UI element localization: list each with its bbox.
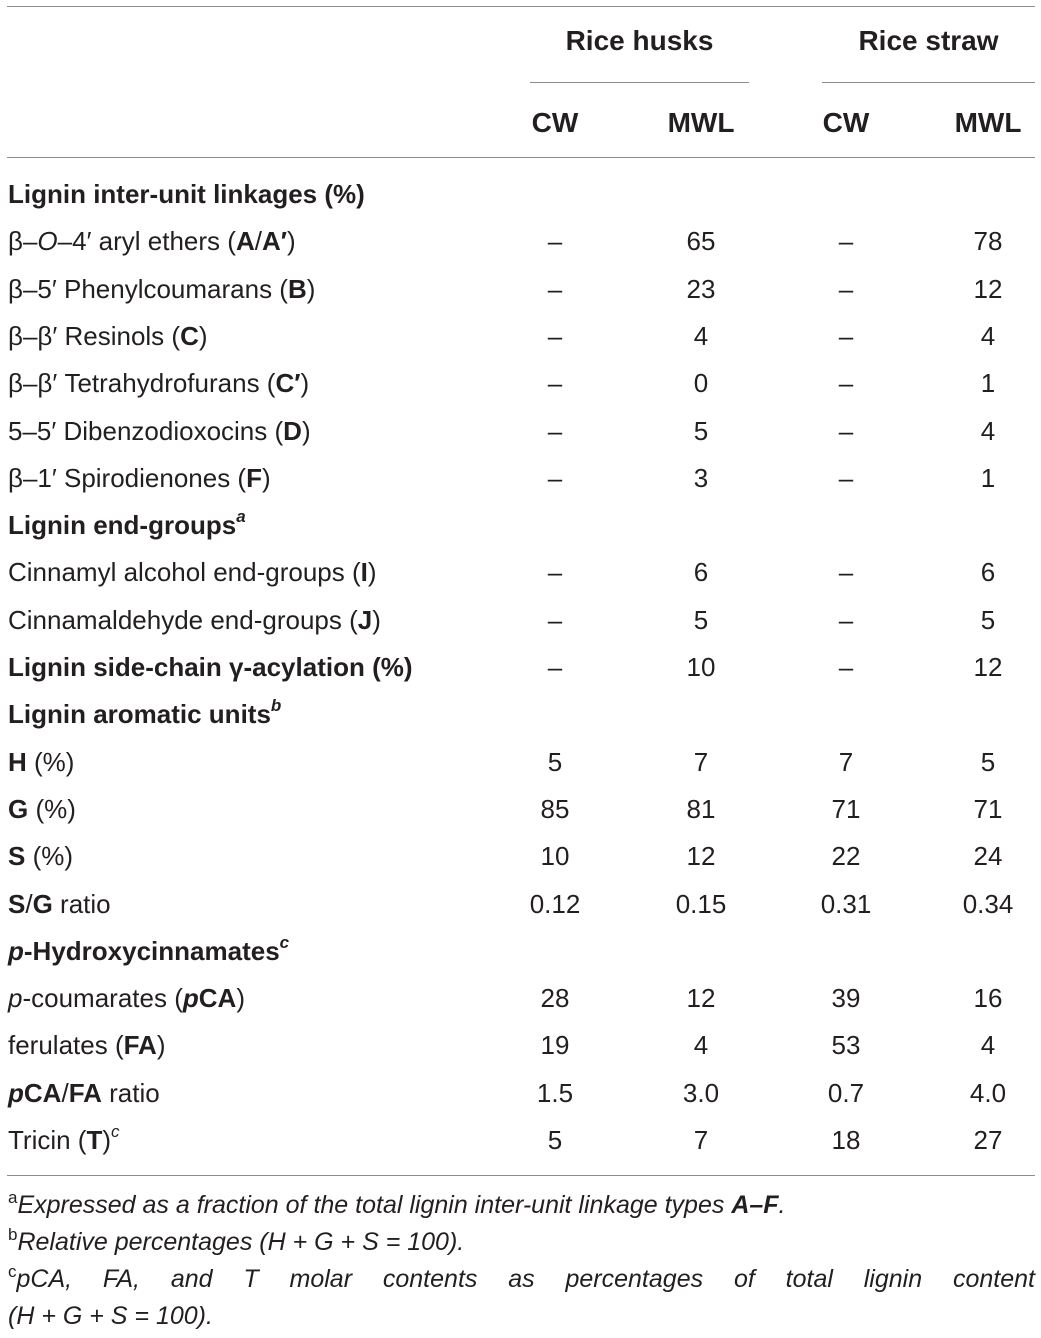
- label-part: C′: [275, 368, 301, 399]
- label-part: B: [287, 273, 307, 304]
- label-part: β–β′ Resinols (: [8, 320, 181, 351]
- footnote-b: [8, 1224, 1035, 1260]
- table-cell: 4: [980, 320, 996, 351]
- label-part: S: [8, 888, 26, 919]
- table-cell: 5: [547, 1125, 563, 1155]
- table-cell: 27: [973, 1125, 1003, 1155]
- label-part: ratio: [52, 888, 111, 919]
- table-row: [0, 833, 1041, 879]
- label-part: CA: [23, 1077, 62, 1108]
- table-cell: 7: [693, 746, 709, 777]
- table-cell: 53: [831, 1030, 861, 1061]
- table-row: [0, 266, 1041, 312]
- table-cell: 18: [831, 1125, 861, 1155]
- label-part: (%): [26, 746, 75, 777]
- label-part: p: [8, 983, 23, 1014]
- row-label: [8, 1117, 120, 1163]
- label-part: β–: [8, 226, 38, 257]
- row-label: [8, 266, 315, 312]
- table-cell: 6: [980, 557, 996, 588]
- footnote-bold: A–F: [731, 1191, 779, 1219]
- table-cell: –: [838, 415, 854, 446]
- table-cell: 1: [980, 368, 996, 399]
- footnote-text: pCA, FA, and T molar contents as percentages of total lignin content: [16, 1265, 1035, 1293]
- table-cell: 0.7: [827, 1077, 865, 1108]
- table-cell: 12: [973, 273, 1003, 304]
- label-part: –4′ aryl ethers (: [57, 226, 236, 257]
- column-header-husks-mwl: MWL: [667, 107, 735, 138]
- label-part: ): [372, 604, 381, 635]
- label-part: (%): [25, 841, 74, 872]
- table-cell: –: [838, 226, 854, 257]
- table-row: [0, 1117, 1041, 1163]
- table-cell: –: [547, 273, 563, 304]
- label-part: /: [254, 226, 262, 257]
- section-row: [0, 502, 1041, 548]
- label-part: β–5′ Phenylcoumarans (: [8, 273, 288, 304]
- label-part: p: [8, 1077, 24, 1108]
- footnote-mark: a: [8, 1188, 18, 1207]
- label-part: -coumarates (: [22, 983, 183, 1014]
- label-part: J: [357, 604, 373, 635]
- table-cell: 22: [831, 841, 861, 872]
- table-cell: 81: [686, 793, 716, 824]
- label-part: ): [300, 368, 310, 399]
- table-cell: –: [547, 415, 563, 446]
- label-part: F: [246, 462, 262, 493]
- label-part: Cinnamaldehyde end-groups (: [8, 604, 358, 635]
- table-cell: 4.0: [969, 1077, 1007, 1108]
- column-header-straw-mwl: MWL: [954, 107, 1022, 138]
- row-label: [8, 644, 413, 690]
- table-row: [0, 218, 1041, 264]
- section-row: [0, 928, 1041, 974]
- table-cell: 10: [686, 652, 716, 682]
- table-cell: 5: [980, 746, 996, 777]
- table-cell: 19: [540, 1030, 570, 1061]
- table-cell: –: [838, 462, 854, 493]
- footnote-text: Relative percentages (H + G + S = 100).: [17, 1228, 465, 1256]
- table-cell: 71: [831, 793, 861, 824]
- table-row: [0, 313, 1041, 359]
- table-row: [0, 597, 1041, 643]
- table-cell: 16: [973, 983, 1003, 1014]
- label-part: ): [198, 320, 208, 351]
- table-cell: 12: [686, 841, 716, 872]
- table-cell: 5: [547, 746, 563, 777]
- label-part: -Hydroxycinnamates: [23, 935, 280, 966]
- label-part: FA: [68, 1077, 102, 1108]
- table-row: [0, 975, 1041, 1021]
- label-part: ): [301, 415, 311, 446]
- label-part: ): [102, 1125, 112, 1155]
- table-cell: 85: [540, 793, 570, 824]
- row-label: [8, 1070, 160, 1116]
- table-cell: –: [838, 368, 854, 399]
- footnote-text: (H + G + S = 100).: [8, 1302, 213, 1330]
- section-row: [0, 691, 1041, 737]
- table-row: [0, 881, 1041, 927]
- table-cell: –: [838, 273, 854, 304]
- label-part: Cinnamyl alcohol end-groups (: [8, 557, 361, 588]
- table-cell: 0.34: [962, 888, 1014, 919]
- table-row: [0, 739, 1041, 785]
- footnote-end: .: [778, 1191, 786, 1219]
- label-part: b: [270, 696, 282, 716]
- label-part: CA: [198, 983, 237, 1014]
- table-cell: –: [838, 604, 854, 635]
- table-cell: 0.12: [529, 888, 581, 919]
- row-label: [8, 502, 246, 548]
- label-part: ratio: [101, 1077, 160, 1108]
- table-cell: –: [838, 557, 854, 588]
- header-rule: [7, 157, 1035, 158]
- table-cell: 12: [973, 652, 1003, 682]
- table-cell: –: [547, 462, 563, 493]
- table-cell: 78: [973, 226, 1003, 257]
- label-part: Lignin side-chain γ-acylation (%): [8, 652, 413, 682]
- row-label: [8, 1022, 166, 1068]
- row-label: [8, 313, 208, 359]
- table-bottom-rule: [7, 1175, 1035, 1176]
- footnote-a: [8, 1187, 1035, 1223]
- label-part: ferulates (: [8, 1030, 124, 1061]
- table-cell: –: [838, 652, 854, 682]
- label-part: (%): [28, 793, 76, 824]
- label-part: /: [25, 888, 33, 919]
- row-label: [8, 218, 296, 264]
- table-cell: 28: [540, 983, 570, 1014]
- table-cell: 3.0: [682, 1077, 720, 1108]
- section-row: [0, 171, 1041, 217]
- label-part: p: [182, 983, 199, 1014]
- label-part: D: [283, 415, 302, 446]
- footnote-mark: c: [8, 1262, 17, 1281]
- group-rule-rice-straw: [822, 82, 1035, 83]
- table-cell: 0.31: [820, 888, 872, 919]
- label-part: Lignin aromatic units: [8, 699, 271, 730]
- table-cell: –: [547, 368, 563, 399]
- column-header-straw-cw: CW: [822, 107, 870, 138]
- table-cell: 5: [693, 604, 709, 635]
- table-cell: 4: [693, 320, 709, 351]
- table-cell: 71: [973, 793, 1003, 824]
- label-part: 5–5′ Dibenzodioxocins (: [8, 415, 284, 446]
- table-cell: 24: [973, 841, 1003, 872]
- table-row: [0, 408, 1041, 454]
- group-header-rice-husks: Rice husks: [565, 25, 714, 56]
- label-part: O: [37, 226, 58, 257]
- table-cell: –: [547, 557, 563, 588]
- table-cell: 10: [540, 841, 570, 872]
- section-row: [0, 644, 1041, 690]
- table-cell: –: [547, 652, 563, 682]
- table-row: [0, 455, 1041, 501]
- row-label: [8, 881, 111, 927]
- table-cell: –: [547, 226, 563, 257]
- row-label: [8, 928, 289, 974]
- row-label: [8, 833, 73, 879]
- row-label: [8, 975, 245, 1021]
- row-label: [8, 171, 365, 217]
- label-part: T: [86, 1125, 103, 1155]
- table-top-rule: [7, 6, 1035, 7]
- label-part: I: [360, 557, 368, 588]
- row-label: [8, 691, 281, 737]
- label-part: G: [8, 793, 29, 824]
- label-part: S: [8, 841, 26, 872]
- row-label: [8, 360, 309, 406]
- table-cell: 0: [693, 368, 709, 399]
- table-cell: 5: [980, 604, 996, 635]
- table-cell: 1.5: [536, 1077, 574, 1108]
- label-part: FA: [123, 1030, 157, 1061]
- footnote-c: [8, 1261, 1035, 1297]
- table-cell: 1: [980, 462, 996, 493]
- table-row: [0, 1022, 1041, 1068]
- table-cell: 6: [693, 557, 709, 588]
- table-cell: 5: [693, 415, 709, 446]
- table-cell: 4: [693, 1030, 709, 1061]
- table-row: [0, 1070, 1041, 1116]
- label-part: β–1′ Spirodienones (: [8, 462, 247, 493]
- group-header-rice-straw: Rice straw: [858, 25, 999, 56]
- row-label: [8, 597, 381, 643]
- footnote-text: Expressed as a fraction of the total lignin inter-unit linkage types: [17, 1191, 732, 1219]
- table-cell: 7: [838, 746, 854, 777]
- label-part: A: [235, 226, 255, 257]
- label-part: ): [156, 1030, 166, 1061]
- label-part: C: [180, 320, 199, 351]
- table-cell: 23: [686, 273, 716, 304]
- label-part: Lignin inter-unit linkages (%): [8, 179, 365, 209]
- label-part: A′: [261, 226, 287, 257]
- row-label: [8, 549, 377, 595]
- column-header-husks-cw: CW: [531, 107, 579, 138]
- row-label: [8, 739, 74, 785]
- table-row: [0, 360, 1041, 406]
- label-part: /: [61, 1077, 69, 1108]
- table-cell: 0.15: [675, 888, 727, 919]
- label-part: ): [236, 983, 245, 1014]
- label-part: c: [111, 1122, 120, 1141]
- row-label: [8, 455, 271, 501]
- group-rule-rice-husks: [530, 82, 749, 83]
- label-part: G: [32, 888, 53, 919]
- label-part: Tricin (: [8, 1125, 87, 1155]
- footnote-mark: b: [8, 1225, 18, 1244]
- table-cell: 7: [693, 1125, 709, 1155]
- table-cell: –: [838, 320, 854, 351]
- label-part: ): [261, 462, 271, 493]
- table-cell: –: [547, 604, 563, 635]
- table-row: [0, 786, 1041, 832]
- table-cell: –: [547, 320, 563, 351]
- table-cell: 4: [980, 1030, 996, 1061]
- label-part: ): [367, 557, 377, 588]
- table-cell: 4: [980, 415, 996, 446]
- label-part: a: [236, 507, 246, 527]
- label-part: Lignin end-groups: [8, 510, 237, 541]
- label-part: c: [279, 932, 290, 952]
- table-cell: 12: [686, 983, 716, 1014]
- table-row: [0, 549, 1041, 595]
- label-part: H: [8, 746, 27, 777]
- label-part: p: [8, 935, 24, 966]
- table-cell: 65: [686, 226, 716, 257]
- table-cell: 39: [831, 983, 861, 1014]
- label-part: β–β′ Tetrahydrofurans (: [8, 368, 276, 399]
- table-cell: 3: [693, 462, 709, 493]
- row-label: [8, 408, 311, 454]
- row-label: [8, 786, 76, 832]
- label-part: ): [306, 273, 316, 304]
- label-part: ): [286, 226, 296, 257]
- footnote-c-line2: [8, 1298, 1035, 1334]
